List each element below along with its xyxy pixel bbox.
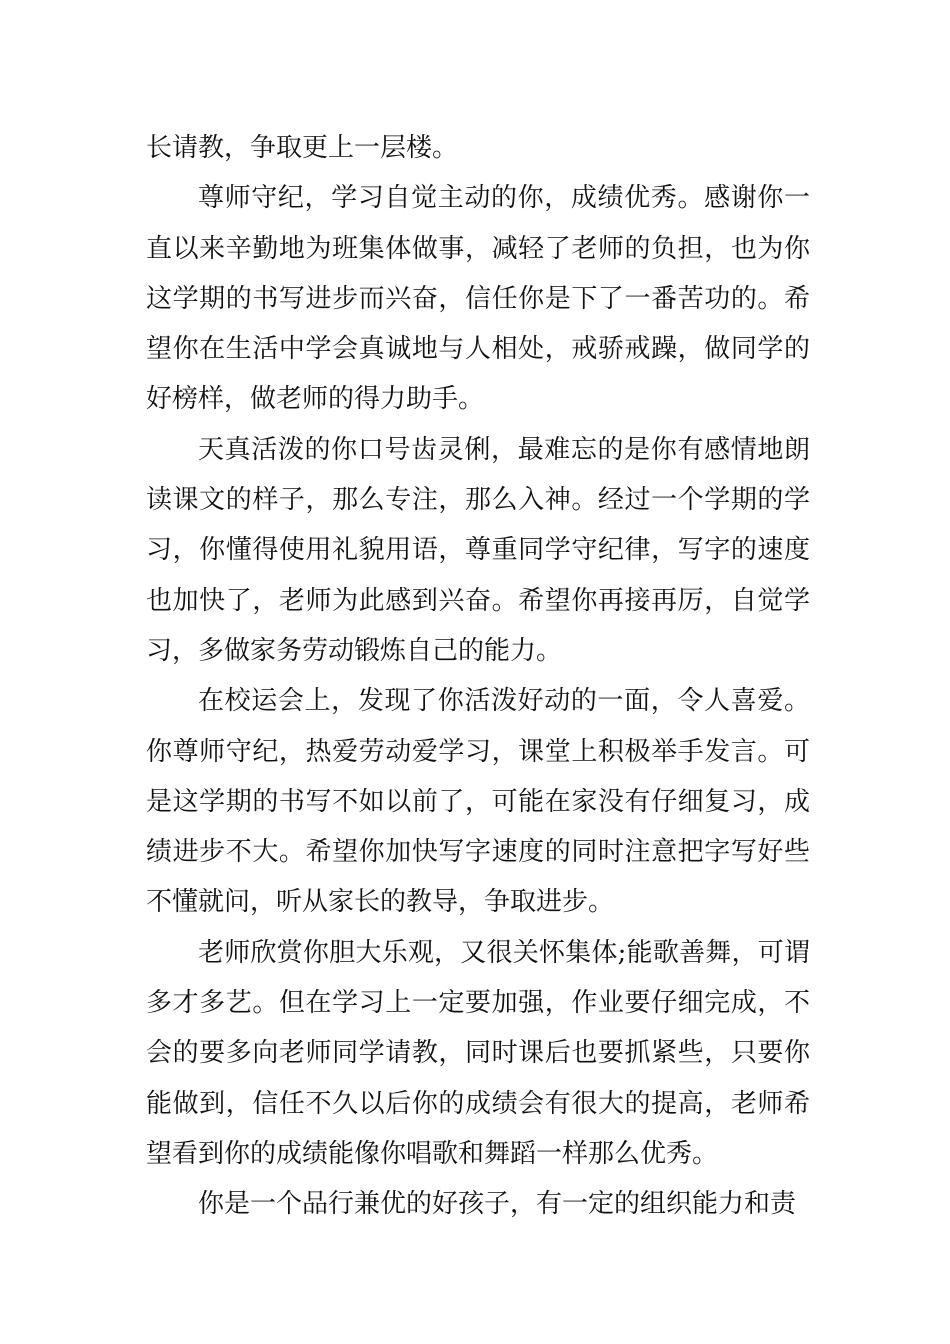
paragraph-continued: 长请教，争取更上一层楼。 [146, 133, 459, 163]
paragraph: 你是一个品行兼优的好孩子，有一定的组织能力和责 [198, 1189, 797, 1220]
paragraph: 老师欣赏你胆大乐观，又很关怀集体;能歌善舞，可谓多才多艺。但在学习上一定要加强，作业要仔细完成，不会的要多向老师同学请教，同时课后也要抓紧些，只要你能做到，信任不久以后你的成绩会有很大的提高，老师希望看到你的成绩能像你唱歌和舞蹈一样那么优秀。 [146, 937, 810, 1169]
document-body [146, 123, 810, 1230]
paragraph: 尊师守纪，学习自觉主动的你，成绩优秀。感谢你一直以来辛勤地为班集体做事，减轻了老师的负担，也为你这学期的书写进步而兴奋，信任你是下了一番苦功的。希望你在生活中学会真诚地与人相处，戒骄戒躁，做同学的好榜样，做老师的得力助手。 [146, 183, 810, 415]
paragraph: 天真活泼的你口号齿灵俐，最难忘的是你有感情地朗读课文的样子，那么专注，那么入神。经过一个学期的学习，你懂得使用礼貌用语，尊重同学守纪律，写字的速度也加快了，老师为此感到兴奋。希望你再接再厉，自觉学习，多做家务劳动锻炼自己的能力。 [146, 434, 810, 666]
paragraph: 在校运会上，发现了你活泼好动的一面，令人喜爱。你尊师守纪，热爱劳动爱学习，课堂上积极举手发言。可是这学期的书写不如以前了，可能在家没有仔细复习，成绩进步不大。希望你加快写字速度的同时注意把字写好些不懂就问，听从家长的教导，争取进步。 [146, 686, 810, 918]
